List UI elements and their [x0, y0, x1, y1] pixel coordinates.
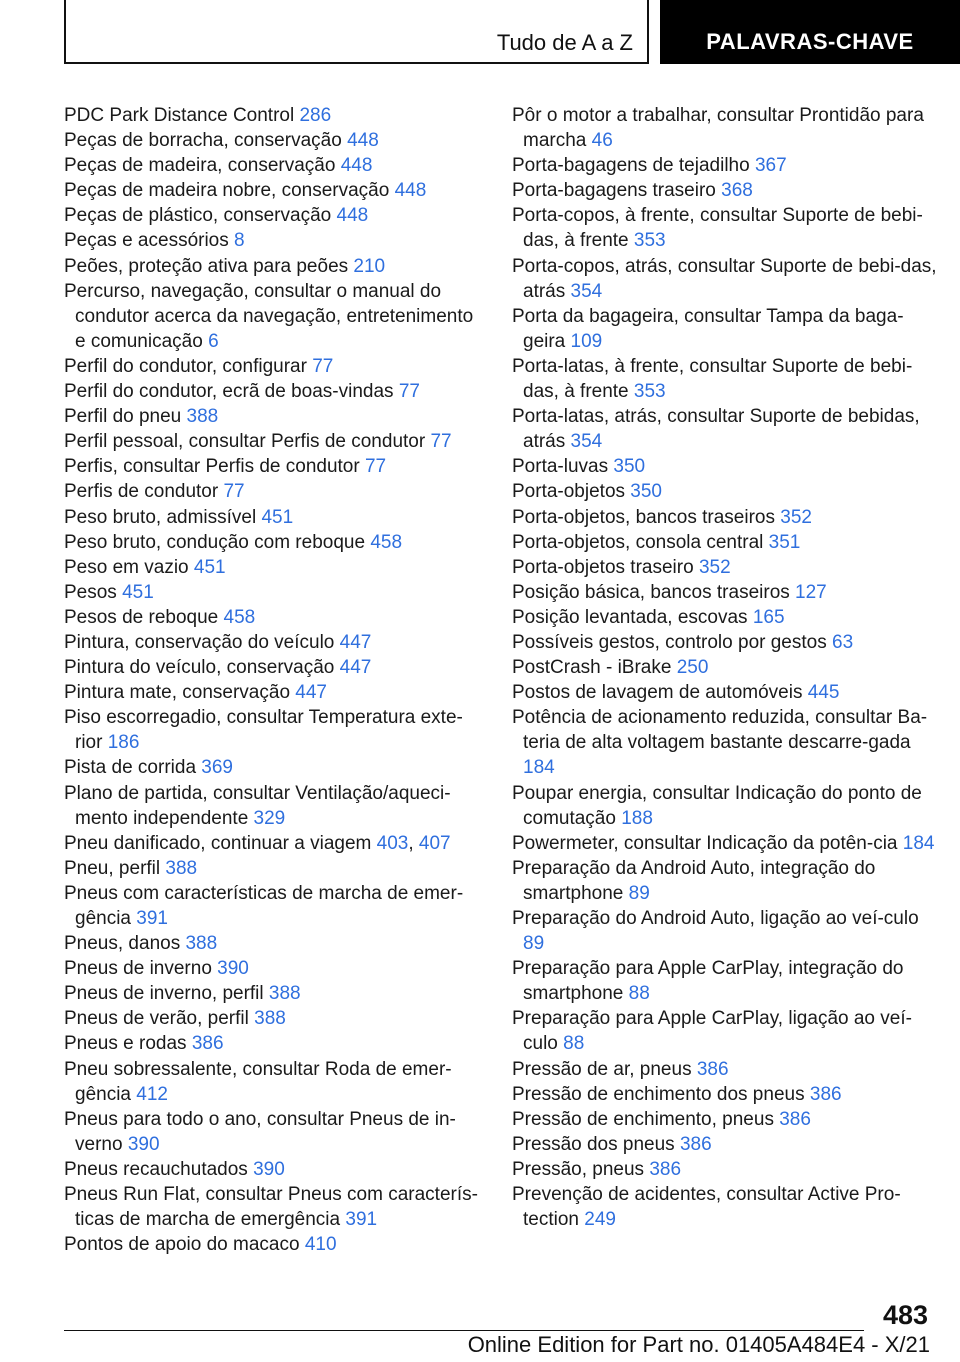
index-entry — [512, 1157, 942, 1182]
page-link[interactable]: 451 — [193, 556, 226, 578]
page-link[interactable]: 77 — [398, 381, 420, 403]
index-column-right — [512, 103, 942, 1232]
index-entry — [64, 505, 484, 530]
index-entry — [512, 781, 942, 831]
index-entry — [64, 605, 484, 630]
entry-term: Possíveis gestos, controlo por gestos — [512, 631, 827, 653]
entry-term: Pintura do veículo, conservação — [64, 657, 335, 679]
page-link[interactable]: 350 — [630, 481, 662, 503]
entry-term: Perfil pessoal, consultar Perfis de condutor — [64, 431, 426, 453]
entry-term: Pesos de reboque — [64, 606, 219, 628]
index-entry — [64, 680, 484, 705]
index-entry — [512, 655, 942, 680]
entry-term: Porta-objetos, consola central — [512, 531, 764, 553]
index-entry — [64, 379, 484, 404]
entry-term: Pressão dos pneus — [512, 1133, 675, 1155]
entry-term: Poupar energia, consultar Indicação do ponto de comutação — [512, 782, 922, 829]
entry-term: PostCrash - iBrake — [512, 657, 672, 679]
index-entry — [512, 103, 942, 153]
index-entry — [512, 304, 942, 354]
page-link[interactable]: 89 — [523, 933, 545, 955]
index-entry — [64, 454, 484, 479]
page-link[interactable]: 390 — [253, 1158, 285, 1180]
page-link[interactable]: 46 — [591, 130, 613, 152]
entry-term: Preparação para Apple CarPlay, ligação ao veí-culo — [512, 1008, 912, 1055]
page-link[interactable]: 448 — [340, 155, 373, 177]
index-entry — [512, 203, 942, 253]
index-entry — [512, 555, 942, 580]
page-link[interactable]: 351 — [768, 531, 801, 553]
entry-term: Porta-copos, à frente, consultar Suporte de bebi-das, à frente — [512, 205, 923, 252]
index-entry — [64, 655, 484, 680]
index-entry — [512, 505, 942, 530]
page-link[interactable]: 451 — [261, 506, 294, 528]
entry-term: Pressão de enchimento dos pneus — [512, 1083, 805, 1105]
entry-term: Porta-objetos traseiro — [512, 556, 694, 578]
page-link[interactable]: 77 — [364, 456, 387, 478]
page-link[interactable]: 184 — [523, 757, 555, 779]
index-entry — [512, 454, 942, 479]
index-column-left — [64, 103, 484, 1257]
entry-term: Porta-copos, atrás, consultar Suporte de bebi-das, atrás — [512, 255, 937, 302]
page-link[interactable]: 458 — [370, 531, 403, 553]
page-link[interactable]: 188 — [621, 807, 653, 829]
entry-term: Peças e acessórios — [64, 230, 229, 252]
page-link[interactable]: 447 — [339, 631, 372, 653]
page-link[interactable]: 109 — [570, 330, 603, 352]
page-link[interactable]: 390 — [127, 1133, 160, 1155]
index-entry — [64, 1031, 484, 1056]
index-entry — [64, 429, 484, 454]
keyword-tab[interactable]: PALAVRAS-CHAVE — [660, 0, 960, 64]
entry-term: Piso escorregadio, consultar Temperatura exte-rior — [64, 707, 463, 754]
page-link[interactable]: 186 — [107, 732, 140, 754]
page-link[interactable]: 8 — [234, 230, 245, 252]
page-link[interactable]: 458 — [223, 606, 256, 628]
entry-term: Pista de corrida — [64, 757, 197, 779]
section-title: Tudo de A a Z — [496, 30, 633, 55]
entry-term: Pintura mate, conservação — [64, 682, 291, 704]
entry-term: Pneus de inverno, perfil — [64, 983, 264, 1005]
entry-term: Pneu, perfil — [64, 857, 161, 879]
entry-term: Pneus para todo o ano, consultar Pneus de in-verno — [64, 1108, 456, 1155]
page-link[interactable]: 165 — [752, 606, 785, 628]
page-link[interactable]: 286 — [299, 105, 332, 126]
entry-term: Posição básica, bancos traseiros — [512, 581, 790, 603]
page-link[interactable]: 354 — [570, 431, 603, 453]
page-link[interactable]: 184 — [902, 832, 935, 854]
entry-term: Pressão, pneus — [512, 1158, 645, 1180]
index-entry — [512, 1182, 942, 1232]
index-entry — [512, 580, 942, 605]
index-entry — [512, 1057, 942, 1082]
index-entry — [64, 279, 484, 354]
entry-term: Pneus de verão, perfil — [64, 1008, 249, 1030]
entry-term: Porta-latas, atrás, consultar Suporte de bebidas, atrás — [512, 406, 920, 453]
page-link[interactable]: 388 — [165, 857, 198, 879]
index-entry — [64, 153, 484, 178]
index-entry — [512, 1006, 942, 1056]
index-entry — [64, 354, 484, 379]
page-link[interactable]: 354 — [570, 280, 603, 302]
entry-term: Pintura, conservação do veículo — [64, 631, 335, 653]
index-entry — [512, 705, 942, 780]
page-link[interactable]: 368 — [721, 180, 753, 202]
index-entry — [512, 1132, 942, 1157]
entry-term: Perfil do condutor, configurar — [64, 355, 307, 377]
page-link[interactable]: 386 — [809, 1083, 842, 1105]
index-entry — [512, 530, 942, 555]
index-entry — [64, 254, 484, 279]
page-link[interactable]: 89 — [628, 882, 650, 904]
page-link[interactable]: 88 — [563, 1033, 585, 1055]
page-link[interactable]: 407 — [418, 832, 451, 854]
entry-term: Peões, proteção ativa para peões — [64, 255, 349, 277]
index-entry — [512, 680, 942, 705]
entry-term: Pressão de enchimento, pneus — [512, 1108, 774, 1130]
index-entry — [512, 354, 942, 404]
page-link[interactable]: 127 — [795, 581, 827, 603]
entry-term: Plano de partida, consultar Ventilação/aqueci-mento independente — [64, 782, 451, 829]
page-link[interactable]: 445 — [807, 682, 840, 704]
index-entry — [512, 856, 942, 906]
page-link[interactable]: 369 — [201, 757, 233, 779]
index-entry — [64, 981, 484, 1006]
entry-term: Preparação do Android Auto, ligação ao veí-culo — [512, 908, 919, 929]
header-title-box — [64, 0, 649, 64]
index-entry — [64, 856, 484, 881]
page-link[interactable]: 249 — [584, 1209, 616, 1231]
index-entry — [512, 178, 942, 203]
entry-term: Perfis de condutor — [64, 481, 219, 503]
index-entry — [64, 178, 484, 203]
page-number: 483 — [882, 1300, 928, 1330]
page-link[interactable]: 451 — [122, 581, 154, 603]
index-entry — [64, 1057, 484, 1107]
page-link[interactable]: 447 — [295, 682, 327, 704]
page-link[interactable]: 386 — [696, 1058, 729, 1080]
entry-term: Posição levantada, escovas — [512, 606, 748, 628]
entry-term: Pesos — [64, 581, 117, 603]
index-entry — [64, 956, 484, 981]
index-entry — [512, 630, 942, 655]
page-link[interactable]: 88 — [628, 983, 650, 1005]
entry-term: Pneus e rodas — [64, 1033, 187, 1055]
page-link[interactable]: 353 — [633, 381, 666, 403]
page-link[interactable]: 412 — [136, 1083, 168, 1105]
entry-term: Preparação da Android Auto, integração do smartphone — [512, 857, 876, 904]
index-entry — [64, 580, 484, 605]
page-link[interactable]: 391 — [345, 1209, 378, 1231]
page-link[interactable]: 386 — [191, 1033, 224, 1055]
footer-divider — [64, 1330, 864, 1331]
index-entry — [64, 203, 484, 228]
index-entry — [64, 630, 484, 655]
entry-term: Porta-luvas — [512, 456, 609, 478]
index-entry — [64, 479, 484, 504]
page-link[interactable]: 386 — [779, 1108, 811, 1130]
page-link[interactable]: 367 — [754, 155, 787, 177]
entry-term: Pneus de inverno — [64, 958, 212, 980]
index-entry — [512, 906, 942, 956]
page-link[interactable]: 386 — [649, 1158, 682, 1180]
entry-term: Peças de plástico, conservação — [64, 205, 332, 227]
entry-term: Porta-bagagens de tejadilho — [512, 155, 750, 177]
page-link[interactable]: 448 — [347, 130, 379, 152]
entry-term: Porta-objetos — [512, 481, 626, 503]
index-entry: Pneu danificado, continuar a viagem 403, 407 — [64, 832, 451, 854]
entry-term: Porta-objetos, bancos traseiros — [512, 506, 775, 528]
entry-term: Pneus Run Flat, consultar Pneus com caracterís-ticas de marcha de emergência — [64, 1184, 478, 1231]
entry-term: Porta-bagagens traseiro — [512, 180, 716, 202]
entry-term: Perfis, consultar Perfis de condutor — [64, 456, 360, 478]
page-link[interactable]: 353 — [633, 230, 666, 252]
page-link[interactable]: 77 — [430, 431, 452, 453]
index-entry — [64, 555, 484, 580]
index-entry — [64, 1182, 484, 1232]
page-link[interactable]: 63 — [832, 631, 854, 653]
page-link[interactable]: 77 — [223, 481, 245, 503]
page-link[interactable]: 210 — [353, 255, 386, 277]
index-entry — [512, 404, 942, 454]
page-link[interactable]: 352 — [780, 506, 812, 528]
entry-term: Percurso, navegação, consultar o manual do condutor acerca da navegação, entretenimento e comunicação — [64, 280, 474, 352]
entry-term: Pneus recauchutados — [64, 1158, 248, 1180]
entry-term: Peso em vazio — [64, 556, 189, 578]
page-link[interactable]: 388 — [268, 983, 301, 1005]
page-link[interactable]: 329 — [253, 807, 286, 829]
entry-term: Pontos de apoio do macaco — [64, 1234, 300, 1256]
page-link[interactable]: 391 — [136, 908, 168, 929]
index-entry — [64, 1232, 484, 1257]
index-entry — [512, 605, 942, 630]
entry-term: Porta da bagageira, consultar Tampa da baga-geira — [512, 305, 904, 352]
entry-term: Pneu danificado, continuar a viagem — [64, 832, 372, 854]
index-entry — [64, 1157, 484, 1182]
index-entry — [64, 931, 484, 956]
entry-term: Preparação para Apple CarPlay, integração do smartphone — [512, 958, 904, 1005]
index-entry — [512, 479, 942, 504]
index-entry — [64, 103, 484, 128]
entry-term: Peso bruto, admissível — [64, 506, 257, 528]
page-link[interactable]: 390 — [217, 958, 249, 980]
entry-term: Peso bruto, condução com reboque — [64, 531, 366, 553]
entry-term: Perfil do pneu — [64, 406, 182, 428]
page-link[interactable]: 386 — [679, 1133, 712, 1155]
entry-term: Peças de borracha, conservação — [64, 130, 342, 152]
page-link[interactable]: 448 — [336, 205, 369, 227]
entry-term: Peças de madeira, conservação — [64, 155, 336, 177]
entry-term: Prevenção de acidentes, consultar Active Pro-tection — [512, 1184, 901, 1231]
index-entry — [64, 404, 484, 429]
index-entry — [512, 254, 942, 304]
index-entry — [64, 705, 484, 755]
index-entry — [512, 956, 942, 1006]
page-link[interactable]: 388 — [254, 1008, 286, 1030]
index-entry — [64, 128, 484, 153]
page-link[interactable]: 403 — [376, 832, 409, 854]
index-entry — [512, 1107, 942, 1132]
entry-term: Pôr o motor a trabalhar, consultar Prontidão para marcha — [512, 105, 924, 152]
entry-term: Pneu sobressalente, consultar Roda de emer-gência — [64, 1058, 452, 1105]
entry-term: Perfil do condutor, ecrã de boas-vindas — [64, 381, 394, 403]
page-link[interactable]: 250 — [676, 657, 709, 679]
entry-term: Pneus com características de marcha de emer-gência — [64, 882, 464, 929]
page-link[interactable]: 352 — [698, 556, 731, 578]
index-entry — [64, 530, 484, 555]
index-entry — [64, 755, 484, 780]
page-link[interactable]: 6 — [208, 330, 219, 352]
page-link[interactable]: 350 — [613, 456, 646, 478]
page-link[interactable]: 388 — [185, 933, 218, 955]
index-entry — [64, 781, 484, 831]
index-entry — [64, 881, 484, 931]
entry-term: Porta-latas, à frente, consultar Suporte de bebi-das, à frente — [512, 355, 913, 403]
entry-term: Potência de acionamento reduzida, consultar Ba-teria de alta voltagem bastante descarre-gada — [512, 707, 928, 754]
index-entry — [512, 1082, 942, 1107]
entry-term: Pressão de ar, pneus — [512, 1058, 692, 1080]
entry-term: Pneus, danos — [64, 933, 181, 955]
page-link[interactable]: 77 — [312, 355, 334, 377]
index-entry — [512, 831, 942, 856]
page-link[interactable]: 448 — [394, 180, 427, 202]
page-link[interactable]: 388 — [186, 406, 219, 428]
entry-term: Powermeter, consultar Indicação da potên-cia — [512, 832, 898, 854]
index-entry — [64, 228, 484, 253]
entry-term: Peças de madeira nobre, conservação — [64, 180, 390, 202]
entry-term: PDC Park Distance Control — [64, 105, 295, 126]
page-link[interactable]: 410 — [304, 1234, 337, 1256]
index-entry — [512, 153, 942, 178]
entry-term: Postos de lavagem de automóveis — [512, 682, 803, 704]
footer-edition: Online Edition for Part no. 01405A484E4 - X/21 — [467, 1332, 930, 1357]
index-entry — [64, 1107, 484, 1157]
page-link[interactable]: 447 — [339, 657, 372, 679]
index-entry — [64, 1006, 484, 1031]
